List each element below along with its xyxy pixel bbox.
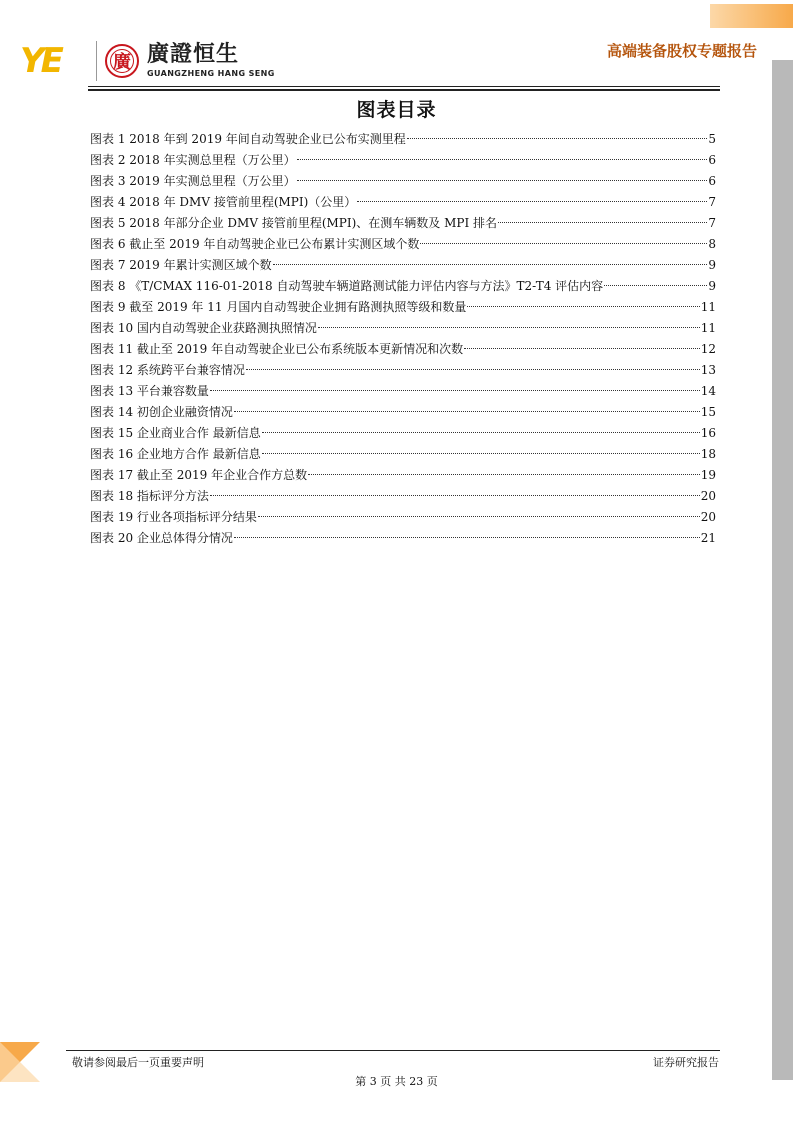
toc-list	[90, 129, 716, 549]
toc-leader	[498, 222, 707, 223]
toc-heading: 图表目录	[356, 99, 437, 121]
footer-doc-type: 证券研究报告	[653, 1056, 719, 1069]
toc-entry-page[interactable]: 9	[708, 279, 716, 293]
toc-entry[interactable]	[90, 339, 716, 360]
toc-leader	[407, 138, 708, 139]
toc-entry[interactable]	[90, 255, 716, 276]
toc-entry-title[interactable]: 图表 20 企业总体得分情况	[90, 531, 233, 545]
toc-entry-page[interactable]: 20	[700, 489, 716, 503]
toc-entry[interactable]	[90, 423, 716, 444]
toc-leader	[210, 495, 700, 496]
toc-leader	[210, 390, 700, 391]
toc-leader	[318, 327, 700, 328]
toc-leader	[357, 201, 707, 202]
toc-entry[interactable]	[90, 276, 716, 297]
toc-entry-page[interactable]: 20	[700, 510, 716, 524]
toc-entry-title[interactable]: 图表 6 截止至 2019 年自动驾驶企业已公布累计实测区域个数	[90, 237, 420, 251]
toc-entry[interactable]	[90, 486, 716, 507]
toc-leader	[262, 453, 700, 454]
toc-entry-page[interactable]: 16	[700, 426, 716, 440]
toc-entry[interactable]	[90, 360, 716, 381]
toc-entry-page[interactable]: 14	[700, 384, 716, 398]
toc-entry[interactable]	[90, 402, 716, 423]
toc-entry-page[interactable]: 15	[700, 405, 716, 419]
toc-entry-page[interactable]: 21	[700, 531, 716, 545]
toc-entry[interactable]	[90, 192, 716, 213]
toc-entry-page[interactable]: 6	[708, 174, 716, 188]
toc-entry-page[interactable]: 13	[700, 363, 716, 377]
toc-entry-title[interactable]: 图表 12 系统跨平台兼容情况	[90, 363, 245, 377]
header-divider-thick	[88, 89, 720, 91]
toc-entry[interactable]	[90, 528, 716, 549]
toc-leader	[273, 264, 708, 265]
right-side-bar	[772, 60, 793, 1080]
toc-leader	[297, 180, 708, 181]
report-type-title: 高端装备股权专题报告	[606, 42, 757, 60]
toc-entry-page[interactable]: 8	[708, 237, 716, 251]
toc-entry-title[interactable]: 图表 1 2018 年到 2019 年间自动驾驶企业已公布实测里程	[90, 132, 406, 146]
toc-entry[interactable]	[90, 318, 716, 339]
toc-entry-page[interactable]: 7	[708, 195, 716, 209]
toc-entry-title[interactable]: 图表 18 指标评分方法	[90, 489, 209, 503]
toc-entry-page[interactable]: 9	[708, 258, 716, 272]
toc-leader	[258, 516, 700, 517]
toc-leader	[246, 369, 700, 370]
toc-entry-title[interactable]: 图表 16 企业地方合作 最新信息	[90, 447, 261, 461]
toc-entry-page[interactable]: 18	[700, 447, 716, 461]
toc-entry[interactable]	[90, 150, 716, 171]
logo-text	[147, 42, 275, 80]
toc-leader	[234, 537, 700, 538]
toc-entry-page[interactable]: 5	[708, 132, 716, 146]
company-logo	[20, 38, 275, 84]
toc-entry[interactable]	[90, 297, 716, 318]
toc-entry[interactable]	[90, 234, 716, 255]
toc-entry[interactable]	[90, 465, 716, 486]
footer-divider	[66, 1050, 720, 1051]
toc-leader	[297, 159, 708, 160]
toc-leader	[604, 285, 707, 286]
header-divider	[88, 86, 720, 87]
toc-entry[interactable]	[90, 129, 716, 150]
toc-entry-title[interactable]: 图表 15 企业商业合作 最新信息	[90, 426, 261, 440]
toc-leader	[464, 348, 700, 349]
logo-mark: YE	[20, 41, 60, 81]
logo-english-name: GUANGZHENG HANG SENG	[147, 69, 275, 78]
toc-entry-title[interactable]: 图表 8 《T/CMAX 116-01-2018 自动驾驶车辆道路测试能力评估内容与方法》T2-T4 评估内容	[90, 279, 604, 293]
toc-entry-title[interactable]: 图表 19 行业各项指标评分结果	[90, 510, 257, 524]
toc-entry[interactable]	[90, 213, 716, 234]
toc-entry-page[interactable]: 19	[700, 468, 716, 482]
toc-leader	[420, 243, 707, 244]
toc-entry-page[interactable]: 11	[700, 321, 716, 335]
toc-leader	[262, 432, 700, 433]
footer-page-number: 第 3 页 共 23 页	[355, 1075, 438, 1088]
toc-entry[interactable]	[90, 171, 716, 192]
toc-entry-page[interactable]: 12	[700, 342, 716, 356]
toc-entry-title[interactable]: 图表 2 2018 年实测总里程（万公里）	[90, 153, 296, 167]
toc-entry-title[interactable]: 图表 5 2018 年部分企业 DMV 接管前里程(MPI)、在测车辆数及 MPI 排名	[90, 216, 498, 230]
header-accent-band	[710, 4, 793, 28]
toc-entry-title[interactable]: 图表 11 截止至 2019 年自动驾驶企业已公布系统版本更新情况和次数	[90, 342, 464, 356]
footer-disclaimer: 敬请参阅最后一页重要声明	[72, 1056, 204, 1069]
toc-entry-title[interactable]: 图表 13 平台兼容数量	[90, 384, 209, 398]
toc-entry[interactable]	[90, 381, 716, 402]
toc-entry-page[interactable]: 7	[708, 216, 716, 230]
logo-chinese-name: 廣證恒生	[147, 42, 240, 67]
toc-entry-title[interactable]: 图表 14 初创企业融资情况	[90, 405, 233, 419]
toc-entry-page[interactable]: 11	[700, 300, 716, 314]
toc-entry-title[interactable]: 图表 4 2018 年 DMV 接管前里程(MPI)（公里）	[90, 195, 357, 209]
logo-separator	[96, 41, 97, 81]
toc-leader	[308, 474, 700, 475]
toc-entry[interactable]	[90, 507, 716, 528]
logo-seal-icon: 廣	[105, 44, 139, 78]
toc-entry[interactable]	[90, 444, 716, 465]
toc-leader	[467, 306, 699, 307]
toc-entry-title[interactable]: 图表 7 2019 年累计实测区域个数	[90, 258, 272, 272]
toc-entry-title[interactable]: 图表 17 截止至 2019 年企业合作方总数	[90, 468, 308, 482]
toc-entry-page[interactable]: 6	[708, 153, 716, 167]
toc-entry-title[interactable]: 图表 3 2019 年实测总里程（万公里）	[90, 174, 296, 188]
toc-entry-title[interactable]: 图表 10 国内自动驾驶企业获路测执照情况	[90, 321, 317, 335]
toc-leader	[234, 411, 700, 412]
toc-entry-title[interactable]: 图表 9 截至 2019 年 11 月国内自动驾驶企业拥有路测执照等级和数量	[90, 300, 467, 314]
